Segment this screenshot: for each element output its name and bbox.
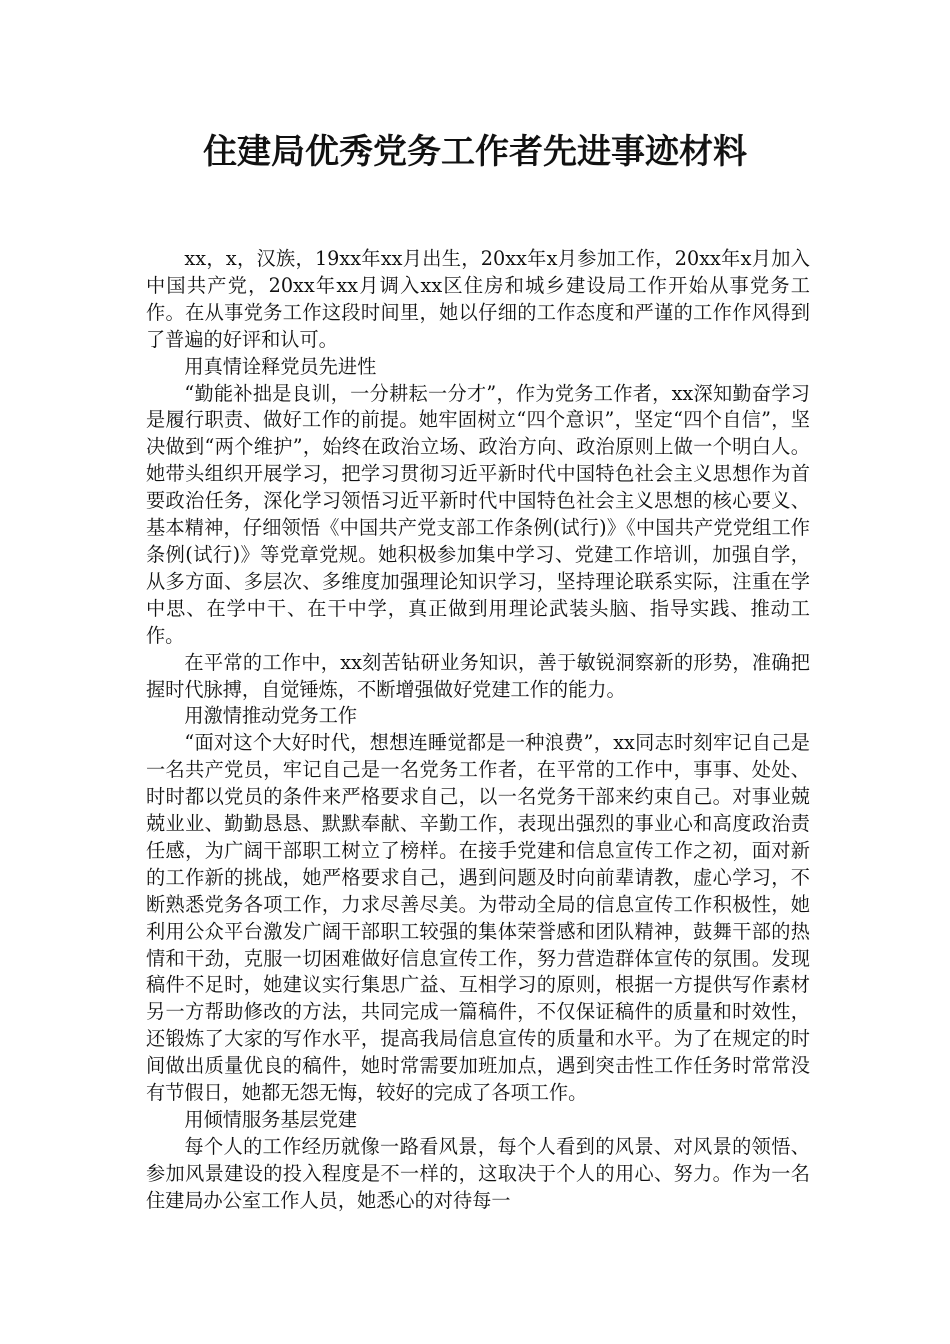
paragraph-study: “勤能补拙是良训，一分耕耘一分才”，作为党务工作者，xx深知勤奋学习是履行职责、做好工作的前提。她牢固树立“四个意识”，坚定“四个自信”，坚决做到“两个维护”，始终在政治立场、政治方向、政治原则上做一个明白人。她带头组织开展学习，把学习贯彻习近平新时代中国特色社会主义思想作为首要政治任务，深化学习领悟习近平新时代中国特色社会主义思想的核心要义、基本精神，仔细领悟《中国共产党支部工作条例(试行)》《中国共产党党组工作条例(试行)》等党章党规。她积极参加集中学习、党建工作培训，加强自学，从多方面、多层次、多维度加强理论知识学习，坚持理论联系实际，注重在学中思、在学中干、在干中学，真正做到用理论武装头脑、指导实践、推动工作。 [146,381,810,647]
paragraph-service: 每个人的工作经历就像一路看风景，每个人看到的风景、对风景的领悟、参加风景建设的投入程度是不一样的，这取决于个人的用心、努力。作为一名住建局办公室工作人员，她悉心的对待每一 [146,1134,810,1212]
section-heading-1: 用真情诠释党员先进性 [184,354,377,378]
section-heading-3: 用倾情服务基层党建 [184,1108,358,1131]
paragraph-intro: xx，x，汉族，19xx年xx月出生，20xx年x月参加工作，20xx年x月加入中国共产党，20xx年xx月调入xx区住房和城乡建设局工作开始从事党务工作。在从事党务工作这段时间里，她以仔细的工作态度和严谨的工作作风得到了普遍的好评和认可。 [146,247,810,351]
section-heading-2: 用激情推动党务工作 [184,704,358,728]
paragraph-passion: “面对这个大好时代，想想连睡觉都是一种浪费”，xx同志时刻牢记自己是一名共产党员，牢记自己是一名党务工作者，在平常的工作中，事事、处处、时时都以党员的条件来严格要求自己，以一名党务干部来约束自己。对事业兢兢业业、勤勤恳恳、默默奉献、辛勤工作，表现出强烈的事业心和高度政治责任感，为广阔干部职工树立了榜样。在接手党建和信息宣传工作之初，面对新的工作新的挑战，她严格要求自己，遇到问题及时向前辈请教，虚心学习，不断熟悉党务各项工作，力求尽善尽美。为带动全局的信息宣传工作积极性，她利用公众平台激发广阔干部职工较强的集体荣誉感和团队精神，鼓舞干部的热情和干劲，克服一切困难做好信息宣传工作，努力营造群体宣传的氛围。发现稿件不足时，她建议实行集思广益、互相学习的原则，根据一方提供写作素材另一方帮助修改的方法，共同完成一篇稿件，不仅保证稿件的质量和时效性，还锻炼了大家的写作水平，提高我局信息宣传的质量和水平。为了在规定的时间做出质量优良的稿件，她时常需要加班加点，遇到突击性工作任务时常常没有节假日，她都无怨无悔，较好的完成了各项工作。 [146,731,810,1105]
paragraph-daily-work: 在平常的工作中，xx刻苦钻研业务知识，善于敏锐洞察新的形势，准确把握时代脉搏，自觉锤炼，不断增强做好党建工作的能力。 [146,650,810,701]
document-body [146,246,810,1215]
document-title: 住建局优秀党务工作者先进事迹材料 [203,132,747,172]
